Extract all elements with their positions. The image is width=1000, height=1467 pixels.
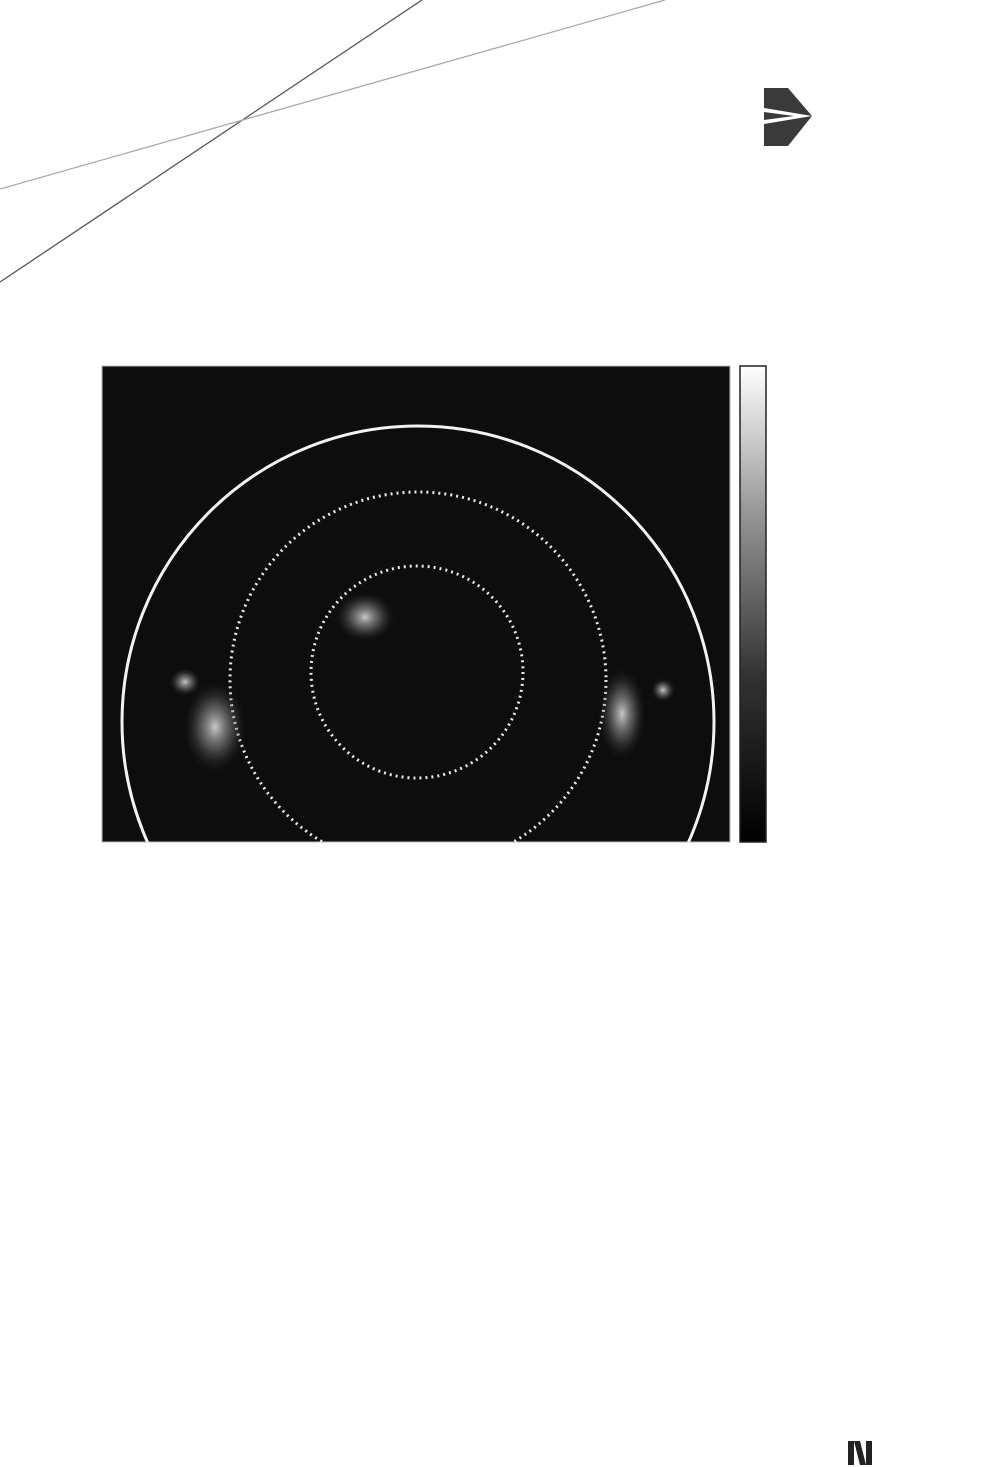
dantec-dynamics-logo (760, 82, 992, 152)
soot-region-left-top (169, 668, 201, 696)
dantec-logo-mark-icon (760, 84, 814, 148)
soot-region-right-outer (651, 678, 675, 702)
soot-region-right (598, 668, 646, 760)
colorbar (740, 366, 766, 842)
soot-volume-fraction-figure (100, 362, 920, 862)
soot-region-center (335, 592, 395, 642)
soot-image-frame (102, 366, 730, 842)
nova-instruments-logo (846, 1440, 996, 1466)
nova-logo-mark-icon (846, 1440, 874, 1466)
soot-region-left (183, 681, 247, 773)
